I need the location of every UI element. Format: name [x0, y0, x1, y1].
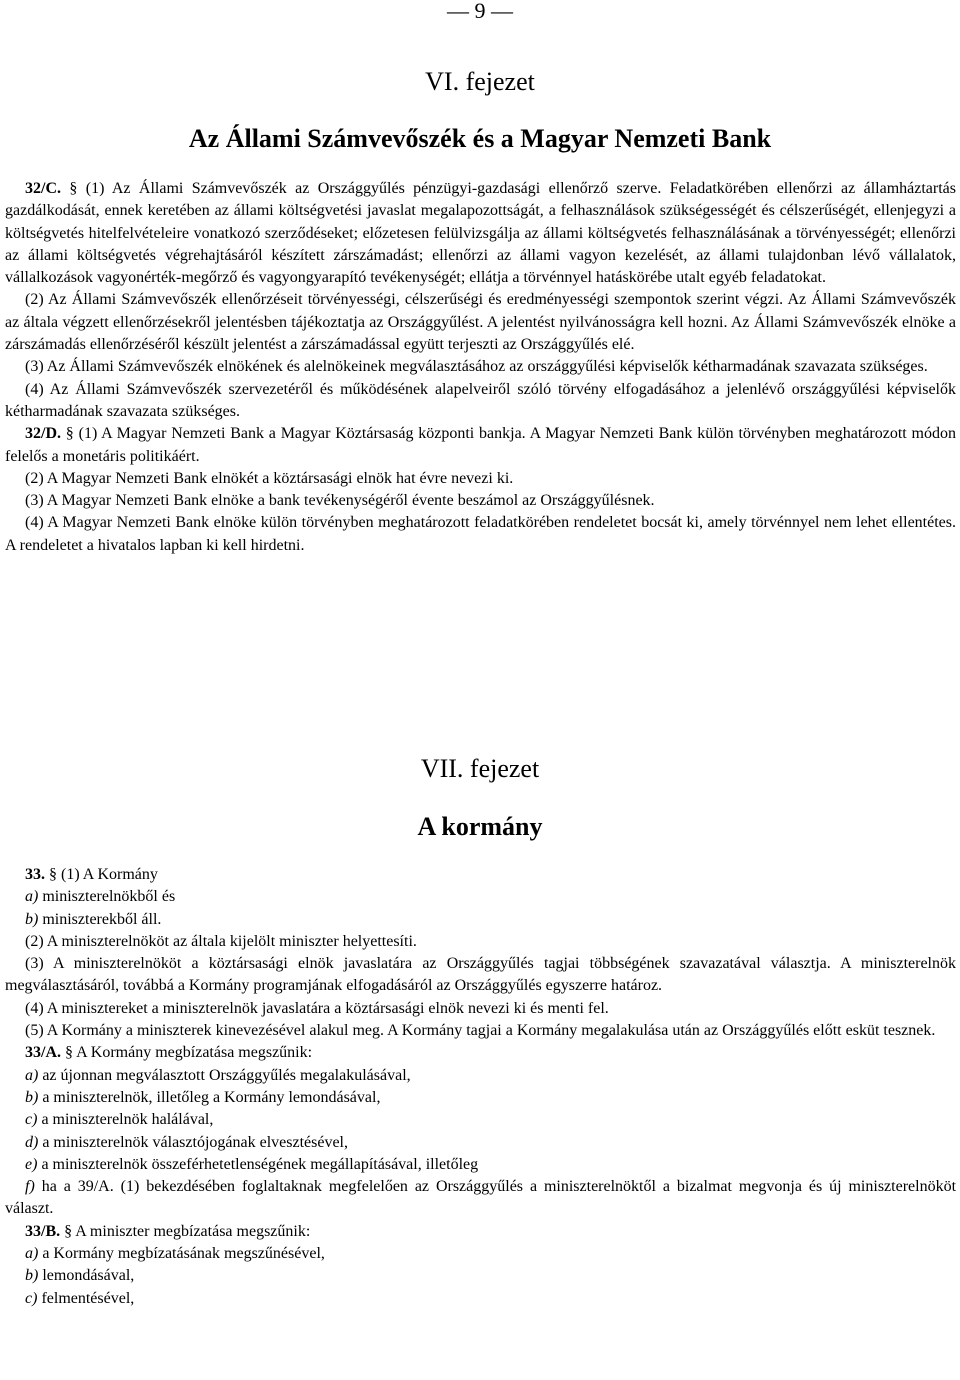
list-item-letter: c) [25, 1289, 38, 1307]
chapter-7-title: A kormány [417, 812, 543, 841]
list-item-letter: f) [25, 1178, 35, 1196]
list-item-text: a miniszterelnök összeférhetetlenségének megállapításával, illetőleg [41, 1155, 479, 1173]
section-32c-paragraph-1: 32/C. § (1) Az Állami Számvevőszék az Országgyűlés pénzügyi-gazdasági ellenőrző szerve. Feladatkörében ellenőrzi az államháztartás gazdálkodását, ennek keretében az állami költségvetési javaslat megalapozottságát, a felhasználások szükségességét és célszerűségét, ellenjegyzi a költségvetés hitelfelvételeire vonatkozó szerződéseket; előzetesen felülvizsgálja az állami költségvetés felhasználásának a törvényességét; ellenőrzi az állami költségvetés végrehajtásáról készített zárszámadást; ellenőrzi az állami vagyon kezelését, az állami tulajdonban lévő vállalatok, vállalkozások vagyonérték-megőrző és vagyongyarapító tevékenységét; ellátja a törvénnyel hatáskörébe utalt egyéb feladatokat. [5, 180, 956, 287]
list-item-letter: b) [25, 1267, 39, 1285]
section-32c-paragraph-2: (2) Az Állami Számvevőszék ellenőrzéseit törvényességi, célszerűségi és eredményességi szempontok szerint végzi. Az Állami Számvevőszék az általa végzett ellenőrzésekről jelentésben tájékoztatja az Országgyűlést. A jelentést nyilvánosságra kell hozni. Az Állami Számvevőszék elnöke a zárszámadás ellenőrzéséről készült jelentést a zárszámadással együtt terjeszti az Országgyűlés elé. [5, 291, 956, 354]
section-number: 32/C. [25, 180, 61, 197]
section-33a-intro: 33/A. § A Kormány megbízatása megszűnik: [25, 1044, 313, 1062]
section-32d-paragraph-3: (3) A Magyar Nemzeti Bank elnöke a bank tevékenységéről évente beszámol az Országgyűlésnek. [25, 492, 655, 510]
list-item-letter: b) [25, 910, 39, 928]
paragraph-text: A Kormány megbízatása megszűnik: [76, 1044, 313, 1062]
list-item-letter: e) [25, 1155, 38, 1173]
list-item [5, 1065, 956, 1087]
list-item [5, 1176, 956, 1221]
section-33-paragraph-1: 33. § (1) A Kormány [25, 866, 158, 883]
list-item-text: a miniszterelnök, illetőleg a Kormány lemondásával, [42, 1088, 381, 1106]
section-33-paragraph-2: (2) A miniszterelnököt az általa kijelölt miniszter helyettesíti. [25, 932, 417, 950]
paragraph-text: (1) A Kormány [61, 866, 158, 883]
section-33-paragraph-5: (5) A Kormány a miniszterek kinevezésével alakul meg. A Kormány tagjai a Kormány megalakulása után az Országgyűlés előtt esküt tesznek. [25, 1022, 936, 1040]
list-item-text: az újonnan megválasztott Országgyűlés megalakulásával, [42, 1066, 411, 1084]
list-item-text: lemondásával, [42, 1267, 135, 1285]
list-item-text: miniszterelnökből és [42, 888, 176, 906]
list-item-letter: a) [25, 1066, 39, 1084]
list-item [5, 1132, 956, 1154]
list-item-letter: b) [25, 1088, 39, 1106]
section-number: 33/A. [25, 1044, 61, 1062]
list-item [5, 886, 956, 908]
section-32d-paragraph-2: (2) A Magyar Nemzeti Bank elnökét a köztársasági elnök hat évre nevezi ki. [25, 469, 514, 487]
chapter-6-label: VI. fejezet [425, 67, 535, 96]
section-number: 33. [25, 866, 45, 883]
page-number-value: 9 [474, 0, 486, 23]
list-item [5, 1243, 956, 1265]
section-32c-paragraph-4: (4) Az Állami Számvevőszék szervezetéről és működésének alapelveiről szóló törvény elfogadásához a jelenlévő országgyűlési képviselők kétharmadának szavazata szükséges. [5, 380, 956, 420]
chapter-6-title: Az Állami Számvevőszék és a Magyar Nemzeti Bank [188, 124, 772, 153]
section-33b-intro: 33/B. § A miniszter megbízatása megszűnik: [25, 1222, 311, 1240]
chapter-7-body [5, 864, 956, 1310]
list-item [5, 1109, 956, 1131]
list-item [5, 1087, 956, 1109]
chapter-7-label: VII. fejezet [420, 754, 540, 783]
list-item-text: a Kormány megbízatásának megszűnésével, [42, 1245, 325, 1263]
list-item [5, 909, 956, 931]
section-number: 32/D. [25, 425, 61, 443]
chapter-6-body [5, 178, 956, 557]
section-32c-paragraph-3: (3) Az Állami Számvevőszék elnökének és alelnökeinek megválasztásához az országgyűlési képviselők kétharmadának szavazata szükséges. [25, 358, 928, 376]
list-item-text: a miniszterelnök halálával, [41, 1111, 214, 1129]
list-item-letter: c) [25, 1111, 38, 1129]
list-item-text: ha a 39/A. (1) bekezdésében foglaltaknak megfelelően az Országgyűlés a miniszterelnöktől a bizalmat megvonja és új miniszterelnököt választ. [5, 1178, 957, 1218]
list-item-text: miniszterekből áll. [42, 910, 162, 928]
section-33-paragraph-3: (3) A miniszterelnököt a köztársasági elnök javaslatára az Országgyűlés tagjai többségének szavazatával választja. A miniszterelnök megválasztásáról, továbbá a Kormány programjának elfogadásáról az Országgyűlés egyszerre határoz. [5, 955, 956, 995]
paragraph-text: A miniszter megbízatása megszűnik: [75, 1222, 311, 1240]
list-item-text: felmentésével, [41, 1289, 135, 1307]
list-item-letter: a) [25, 888, 39, 906]
list-item [5, 1154, 956, 1176]
list-item-letter: d) [25, 1133, 39, 1151]
list-item-text: a miniszterelnök választójogának elvesztésével, [42, 1133, 348, 1151]
section-32d-paragraph-1: 32/D. § (1) A Magyar Nemzeti Bank a Magyar Köztársaság központi bankja. A Magyar Nemzeti Bank külön törvényben meghatározott módon felelős a monetáris politikáért. [5, 425, 956, 465]
section-33-paragraph-4: (4) A minisztereket a miniszterelnök javaslatára a köztársasági elnök nevezi ki és menti fel. [25, 999, 609, 1017]
page-number: — 9 — [447, 0, 513, 23]
list-item [5, 1288, 956, 1310]
section-32d-paragraph-4: (4) A Magyar Nemzeti Bank elnöke külön törvényben meghatározott feladatkörében rendeletet bocsát ki, amely törvénnyel nem lehet ellentétes. A rendeletet a hivatalos lapban ki kell hirdetni. [5, 514, 956, 554]
list-item-letter: a) [25, 1245, 39, 1263]
paragraph-text: (1) A Magyar Nemzeti Bank a Magyar Köztársaság központi bankja. A Magyar Nemzeti Bank külön törvényben meghatározott módon felelős a monetáris politikáért. [5, 425, 956, 465]
paragraph-text: (1) Az Állami Számvevőszék az Országgyűlés pénzügyi-gazdasági ellenőrző szerve. Feladatkörében ellenőrzi az államháztartás gazdálkodását, ennek keretében az állami költségvetési javaslat megalapozottságát, a felhasználások szükségességét és célszerűségét, ellenjegyzi a költségvetés hitelfelvételeire vonatkozó szerződéseket; előzetesen felülvizsgálja az állami költségvetés felhasználásának a törvényességét; ellenőrzi az állami költségvetés végrehajtásáról készített zárszámadást; ellenőrzi az állami vagyon kezelését, az állami tulajdonban lévő vállalatok, vállalkozások vagyonérték-megőrző és vagyongyarapító tevékenységét; ellátja a törvénnyel hatáskörébe utalt egyéb feladatokat. [5, 180, 956, 287]
section-number: 33/B. [25, 1222, 61, 1240]
list-item [5, 1265, 956, 1287]
